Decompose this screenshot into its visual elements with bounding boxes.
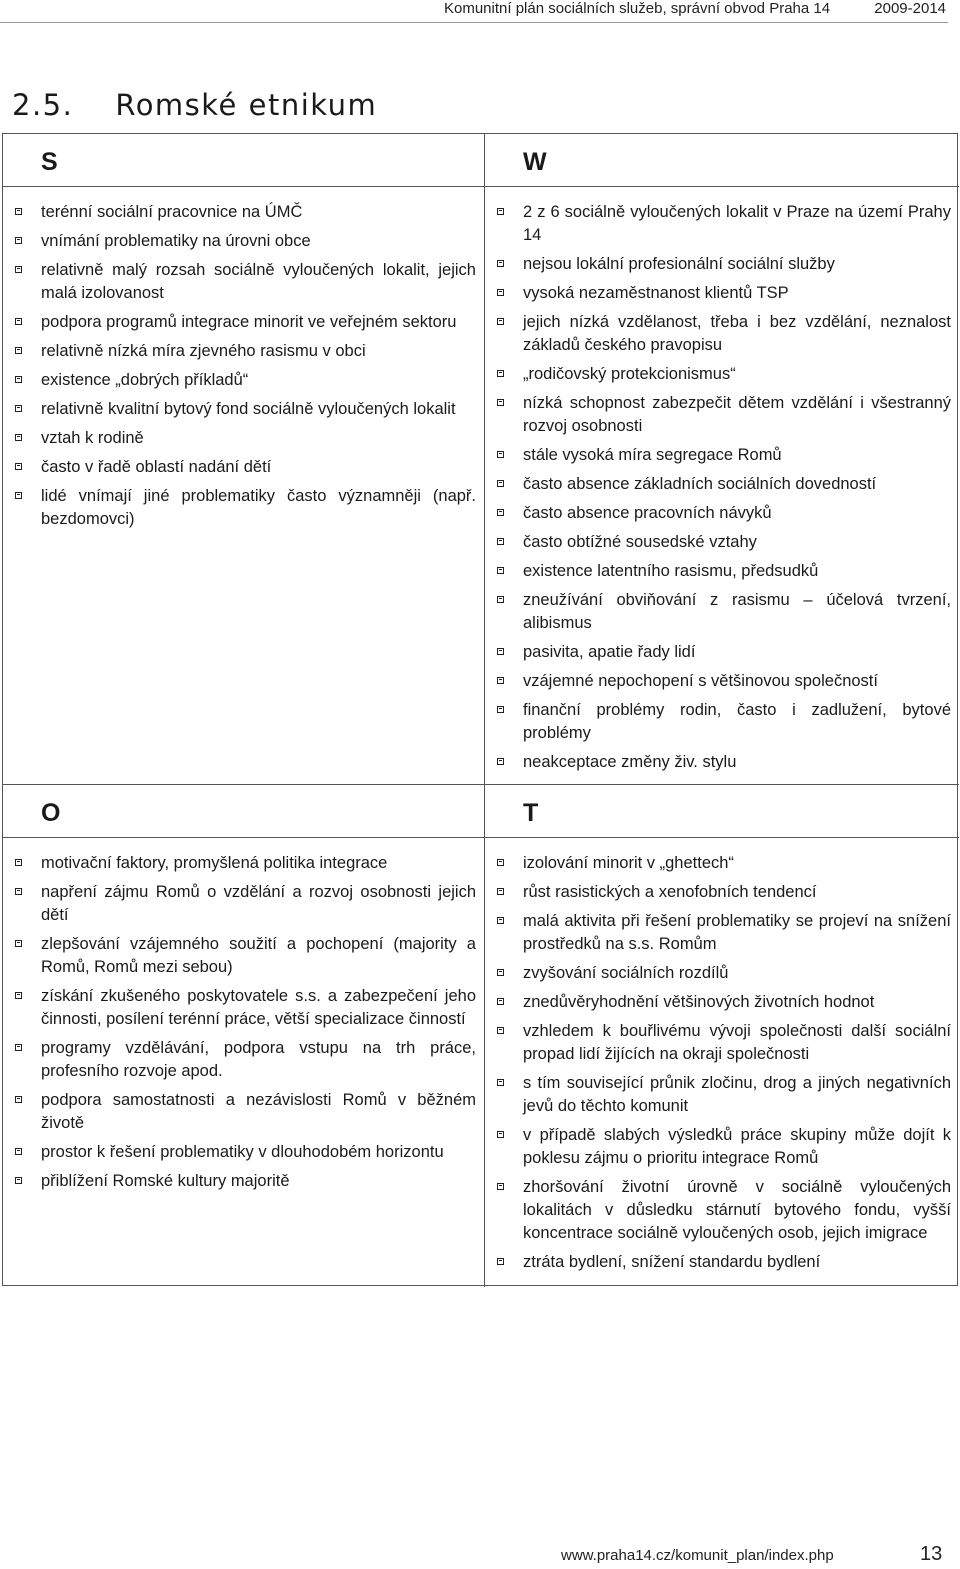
square-bullet-icon	[497, 706, 504, 713]
square-bullet-icon	[497, 399, 504, 406]
list-item	[497, 253, 951, 276]
list-item	[15, 985, 476, 1031]
list-item	[497, 282, 951, 305]
list-item-text: neakceptace změny živ. stylu	[523, 753, 737, 771]
square-bullet-icon	[497, 451, 504, 458]
section-number: 2.5.	[12, 88, 74, 122]
list-item	[497, 1124, 951, 1170]
square-bullet-icon	[497, 917, 504, 924]
square-bullet-icon	[15, 1044, 22, 1051]
square-bullet-icon	[15, 318, 22, 325]
swot-header-opportunities: O	[3, 785, 485, 838]
list-item	[15, 456, 476, 479]
square-bullet-icon	[497, 509, 504, 516]
square-bullet-icon	[15, 492, 22, 499]
list-item	[15, 1037, 476, 1083]
list-item-text: zneužívání obviňování z rasismu – účelová tvrzení, alibismus	[523, 591, 951, 632]
page-number: 13	[920, 1543, 943, 1565]
strengths-list	[15, 201, 476, 531]
list-item	[497, 1072, 951, 1118]
square-bullet-icon	[497, 758, 504, 765]
list-item-text: znedůvěryhodnění většinových životních hodnot	[523, 993, 875, 1011]
list-item	[15, 852, 476, 875]
list-item-text: často absence základních sociálních dovedností	[523, 475, 877, 493]
list-item	[497, 751, 951, 774]
list-item	[15, 311, 476, 334]
list-item-text: růst rasistických a xenofobních tendencí	[523, 883, 817, 901]
list-item	[497, 670, 951, 693]
square-bullet-icon	[15, 1177, 22, 1184]
square-bullet-icon	[497, 370, 504, 377]
list-item-text: „rodičovský protekcionismus“	[523, 365, 736, 383]
list-item	[15, 398, 476, 421]
square-bullet-icon	[497, 567, 504, 574]
square-bullet-icon	[15, 266, 22, 273]
square-bullet-icon	[15, 208, 22, 215]
square-bullet-icon	[15, 1148, 22, 1155]
square-bullet-icon	[497, 969, 504, 976]
list-item	[497, 641, 951, 664]
square-bullet-icon	[497, 596, 504, 603]
list-item	[497, 560, 951, 583]
list-item-text: terénní sociální pracovnice na ÚMČ	[41, 203, 303, 221]
list-item-text: lidé vnímají jiné problematiky často významněji (např. bezdomovci)	[41, 487, 476, 528]
square-bullet-icon	[497, 318, 504, 325]
list-item	[15, 369, 476, 392]
square-bullet-icon	[497, 888, 504, 895]
list-item	[497, 502, 951, 525]
list-item-text: programy vzdělávání, podpora vstupu na trh práce, profesního rozvoje apod.	[41, 1039, 476, 1080]
list-item-text: ztráta bydlení, snížení standardu bydlení	[523, 1253, 821, 1271]
list-item	[497, 852, 951, 875]
list-item-text: v případě slabých výsledků práce skupiny může dojít k poklesu zájmu o prioritu integrace Romů	[523, 1126, 951, 1167]
list-item	[497, 444, 951, 467]
list-item-text: podpora programů integrace minorit ve veřejném sektoru	[41, 313, 457, 331]
square-bullet-icon	[15, 859, 22, 866]
page-footer	[0, 1543, 960, 1567]
square-bullet-icon	[15, 888, 22, 895]
swot-cell-strengths	[3, 187, 485, 785]
square-bullet-icon	[15, 347, 22, 354]
square-bullet-icon	[497, 538, 504, 545]
list-item-text: přiblížení Romské kultury majoritě	[41, 1172, 290, 1190]
swot-cell-weaknesses	[485, 187, 959, 785]
list-item	[497, 1176, 951, 1245]
list-item-text: nejsou lokální profesionální sociální služby	[523, 255, 835, 273]
list-item-text: získání zkušeného poskytovatele s.s. a zabezpečení jeho činnosti, posílení terénní práce, větší specializace činností	[41, 987, 476, 1028]
list-item	[15, 485, 476, 531]
threats-list	[497, 852, 951, 1274]
list-item-text: malá aktivita při řešení problematiky se projeví na snížení prostředků na s.s. Romům	[523, 912, 951, 953]
list-item-text: relativně malý rozsah sociálně vyloučených lokalit, jejich malá izolovanost	[41, 261, 476, 302]
list-item-text: stále vysoká míra segregace Romů	[523, 446, 782, 464]
swot-cell-threats	[485, 838, 959, 1287]
list-item-text: relativně kvalitní bytový fond sociálně vyloučených lokalit	[41, 400, 456, 418]
square-bullet-icon	[497, 289, 504, 296]
list-item	[497, 311, 951, 357]
square-bullet-icon	[497, 260, 504, 267]
list-item-text: nízká schopnost zabezpečit dětem vzdělání i všestranný rozvoj osobnosti	[523, 394, 951, 435]
list-item-text: vztah k rodině	[41, 429, 144, 447]
list-item	[15, 881, 476, 927]
square-bullet-icon	[15, 237, 22, 244]
list-item-text: izolování minorit v „ghettech“	[523, 854, 734, 872]
square-bullet-icon	[497, 1027, 504, 1034]
page-header	[0, 0, 960, 20]
list-item	[15, 230, 476, 253]
list-item-text: pasivita, apatie řady lidí	[523, 643, 696, 661]
swot-header-weaknesses: W	[485, 134, 959, 187]
list-item	[497, 962, 951, 985]
list-item	[497, 201, 951, 247]
square-bullet-icon	[497, 859, 504, 866]
square-bullet-icon	[497, 480, 504, 487]
list-item	[497, 699, 951, 745]
square-bullet-icon	[15, 405, 22, 412]
header-years: 2009-2014	[874, 0, 946, 17]
list-item-text: zhoršování životní úrovně v sociálně vyloučených lokalitách v důsledku stárnutí bytového fondu, vyšší koncentrace sociálně vyloučených osob, jejich imigrace	[523, 1178, 951, 1242]
header-divider	[0, 22, 948, 23]
section-title: Romské etnikum	[115, 88, 378, 122]
square-bullet-icon	[497, 1079, 504, 1086]
swot-table	[2, 133, 958, 1286]
list-item	[497, 1251, 951, 1274]
list-item	[15, 1141, 476, 1164]
list-item	[497, 910, 951, 956]
list-item-text: 2 z 6 sociálně vyloučených lokalit v Praze na území Prahy 14	[523, 203, 951, 244]
square-bullet-icon	[15, 992, 22, 999]
square-bullet-icon	[497, 998, 504, 1005]
square-bullet-icon	[15, 940, 22, 947]
list-item	[497, 1020, 951, 1066]
list-item-text: vysoká nezaměstnanost klientů TSP	[523, 284, 789, 302]
square-bullet-icon	[15, 1096, 22, 1103]
square-bullet-icon	[497, 1131, 504, 1138]
list-item-text: finanční problémy rodin, často i zadlužení, bytové problémy	[523, 701, 951, 742]
square-bullet-icon	[15, 434, 22, 441]
square-bullet-icon	[497, 1183, 504, 1190]
list-item	[15, 340, 476, 363]
list-item	[15, 427, 476, 450]
list-item-text: vnímání problematiky na úrovni obce	[41, 232, 311, 250]
list-item-text: zvyšování sociálních rozdílů	[523, 964, 729, 982]
square-bullet-icon	[497, 1258, 504, 1265]
header-title: Komunitní plán sociálních služeb, správní obvod Praha 14	[444, 0, 831, 17]
swot-header-threats: T	[485, 785, 959, 838]
list-item	[497, 589, 951, 635]
list-item	[15, 259, 476, 305]
list-item-text: vzhledem k bouřlivému vývoji společnosti další sociální propad lidí žijících na okraji společnosti	[523, 1022, 951, 1063]
list-item-text: napření zájmu Romů o vzdělání a rozvoj osobnosti jejich dětí	[41, 883, 476, 924]
list-item-text: často absence pracovních návyků	[523, 504, 772, 522]
list-item-text: motivační faktory, promyšlená politika integrace	[41, 854, 388, 872]
square-bullet-icon	[15, 376, 22, 383]
list-item-text: existence „dobrých příkladů“	[41, 371, 249, 389]
swot-cell-opportunities	[3, 838, 485, 1287]
list-item	[497, 363, 951, 386]
square-bullet-icon	[15, 463, 22, 470]
square-bullet-icon	[497, 677, 504, 684]
list-item-text: prostor k řešení problematiky v dlouhodobém horizontu	[41, 1143, 444, 1161]
section-heading	[12, 88, 377, 122]
list-item-text: relativně nízká míra zjevného rasismu v obci	[41, 342, 366, 360]
footer-url: www.praha14.cz/komunit_plan/index.php	[561, 1547, 834, 1564]
weaknesses-list	[497, 201, 951, 774]
list-item	[497, 473, 951, 496]
list-item-text: jejich nízká vzdělanost, třeba i bez vzdělání, neznalost základů českého pravopisu	[523, 313, 951, 354]
list-item	[497, 991, 951, 1014]
list-item	[497, 531, 951, 554]
square-bullet-icon	[497, 648, 504, 655]
list-item-text: zlepšování vzájemného soužití a pochopení (majority a Romů, Romů mezi sebou)	[41, 935, 476, 976]
list-item-text: vzájemné nepochopení s většinovou společností	[523, 672, 878, 690]
list-item	[497, 881, 951, 904]
opportunities-list	[15, 852, 476, 1193]
list-item-text: podpora samostatnosti a nezávislosti Romů v běžném životě	[41, 1091, 476, 1132]
square-bullet-icon	[497, 208, 504, 215]
list-item-text: existence latentního rasismu, předsudků	[523, 562, 819, 580]
list-item	[15, 201, 476, 224]
list-item-text: často v řadě oblastí nadání dětí	[41, 458, 272, 476]
list-item	[15, 1089, 476, 1135]
list-item-text: s tím související průnik zločinu, drog a jiných negativních jevů do těchto komunit	[523, 1074, 951, 1115]
list-item-text: často obtížné sousedské vztahy	[523, 533, 757, 551]
list-item	[497, 392, 951, 438]
swot-header-strengths: S	[3, 134, 485, 187]
list-item	[15, 1170, 476, 1193]
list-item	[15, 933, 476, 979]
